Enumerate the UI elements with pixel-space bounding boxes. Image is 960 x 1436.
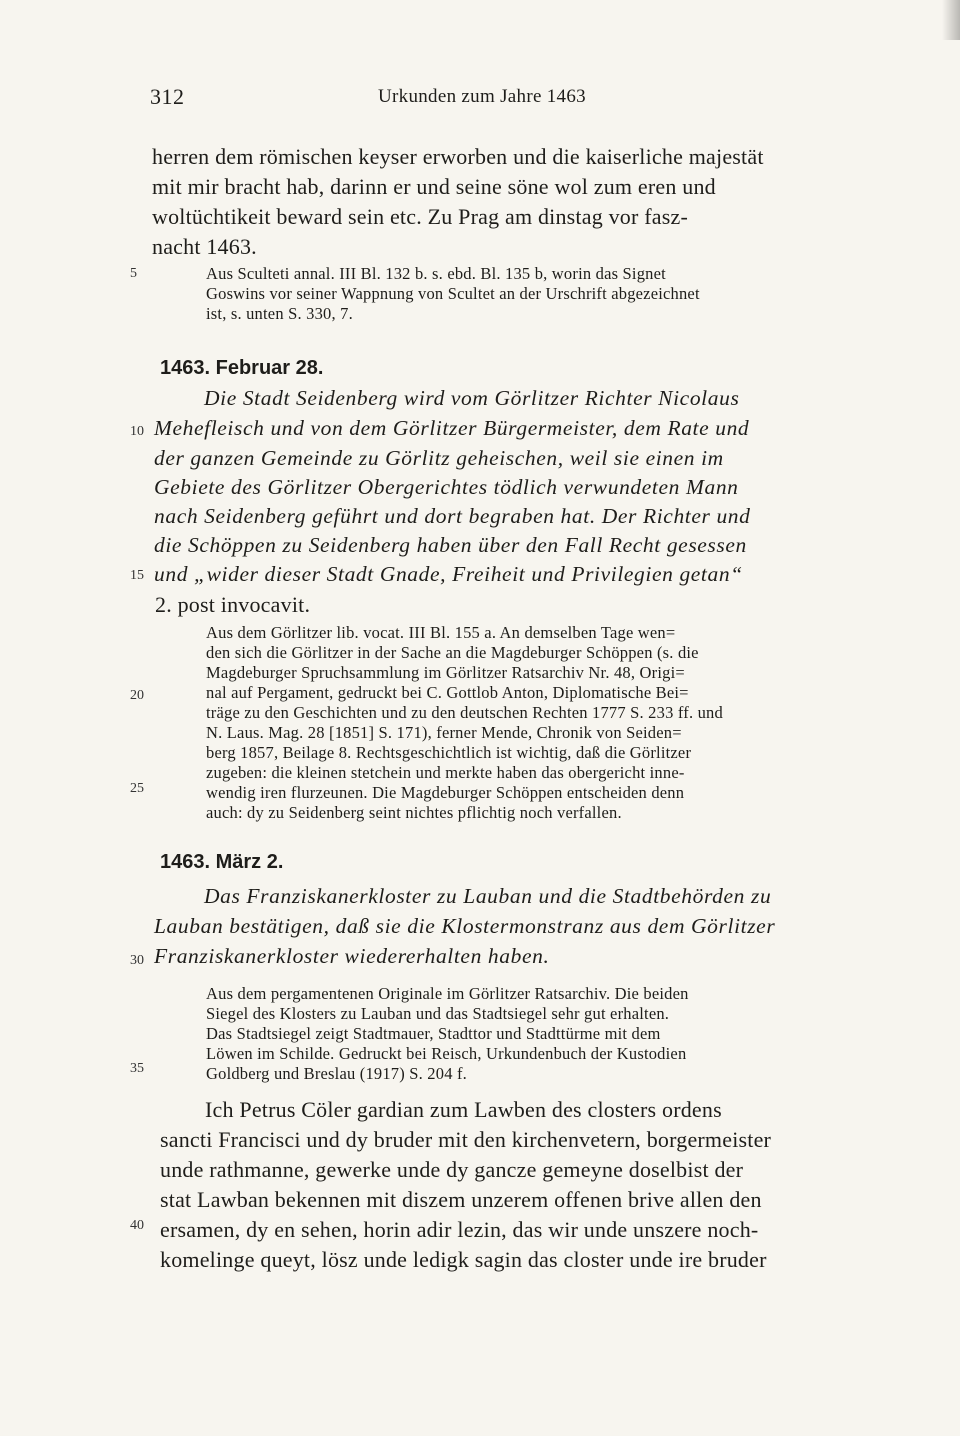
source-note-line: Goldberg und Breslau (1917) S. 204 f.	[206, 1064, 467, 1083]
source-note-line: nal auf Pergament, gedruckt bei C. Gottlob Anton, Diplomatische Bei=	[206, 683, 689, 702]
body-text-line: Ich Petrus Cöler gardian zum Lawben des closters ordens	[205, 1097, 722, 1122]
source-note-line: Aus Sculteti annal. III Bl. 132 b. s. ebd. Bl. 135 b, worin das Signet	[206, 264, 666, 283]
source-note-line: träge zu den Geschichten und zu den deutschen Rechten 1777 S. 233 ff. und	[206, 703, 723, 722]
regest-line: Mehefleisch und von dem Görlitzer Bürgermeister, dem Rate und	[154, 416, 750, 440]
line-number: 40	[130, 1218, 144, 1233]
body-text-line: unde rathmanne, gewerke unde dy gancze gemeyne doselbist der	[160, 1157, 744, 1182]
body-text-line: stat Lawban bekennen mit diszem unzerem offenen brive allen den	[160, 1187, 762, 1212]
source-note-line: Aus dem pergamentenen Originale im Görlitzer Ratsarchiv. Die beiden	[206, 984, 689, 1003]
line-number: 10	[130, 424, 144, 439]
regest-line: Franziskanerkloster wiedererhalten haben.	[154, 944, 550, 968]
entry-date-heading: 1463. März 2.	[160, 851, 284, 873]
source-note-line: wendig iren flurzeunen. Die Magdeburger Schöppen entscheiden denn	[206, 783, 685, 802]
source-note-line: zugeben: die kleinen stetchein und merkte haben das obergericht inne-	[206, 763, 685, 782]
body-text-line: komelinge queyt, lösz unde ledigk sagin das closter unde ire bruder	[160, 1247, 767, 1272]
source-note-line: auch: dy zu Seidenberg seint nichtes pflichtig noch verfallen.	[206, 803, 622, 822]
page-edge-shadow	[942, 0, 960, 40]
source-note-line: Siegel des Klosters zu Lauban und das Stadtsiegel sehr gut erhalten.	[206, 1004, 670, 1023]
source-note-line: Aus dem Görlitzer lib. vocat. III Bl. 155 a. An demselben Tage wen=	[206, 623, 676, 642]
regest-line: Das Franziskanerkloster zu Lauban und die Stadtbehörden zu	[204, 884, 772, 908]
line-number: 25	[130, 781, 144, 796]
page-number: 312	[150, 84, 185, 109]
line-number: 20	[130, 688, 144, 703]
source-note-line: ist, s. unten S. 330, 7.	[206, 304, 353, 323]
regest-line: der ganzen Gemeinde zu Görlitz geheischen, weil sie einen im	[154, 446, 724, 470]
source-note-line: Magdeburger Spruchsammlung im Görlitzer Ratsarchiv Nr. 48, Origi=	[206, 663, 685, 682]
source-note-line: den sich die Görlitzer in der Sache an die Magdeburger Schöppen (s. die	[206, 643, 699, 662]
source-note-line: berg 1857, Beilage 8. Rechtsgeschichtlich ist wichtig, daß die Görlitzer	[206, 743, 692, 762]
regest-line: nach Seidenberg geführt und dort begraben hat. Der Richter und	[154, 504, 751, 528]
entry-date-heading: 1463. Februar 28.	[160, 357, 324, 379]
regest-line: Die Stadt Seidenberg wird vom Görlitzer Richter Nicolaus	[204, 386, 740, 410]
body-text-line: sancti Francisci und dy bruder mit den kirchenvetern, borgermeister	[160, 1127, 772, 1152]
line-number: 15	[130, 568, 144, 583]
regest-line: Gebiete des Görlitzer Obergerichtes tödlich verwundeten Mann	[154, 475, 739, 499]
regest-line: die Schöppen zu Seidenberg haben über den Fall Recht gesessen	[154, 533, 747, 557]
running-title: Urkunden zum Jahre 1463	[378, 86, 586, 107]
regest-line: und „wider dieser Stadt Gnade, Freiheit und Privilegien getan“	[154, 562, 743, 586]
source-note-line: Das Stadtsiegel zeigt Stadtmauer, Stadttor und Stadttürme mit dem	[206, 1024, 661, 1043]
body-text-line: nacht 1463.	[152, 234, 257, 259]
source-note-line: N. Laus. Mag. 28 [1851] S. 171), ferner Mende, Chronik von Seiden=	[206, 723, 682, 742]
source-note-line: Löwen im Schilde. Gedruckt bei Reisch, Urkundenbuch der Kustodien	[206, 1044, 687, 1063]
body-text-line: mit mir bracht hab, darinn er und seine söne wol zum eren und	[152, 174, 716, 199]
body-text-line: ersamen, dy en sehen, horin adir lezin, das wir unde unszere noch-	[160, 1217, 759, 1242]
source-note-line: Goswins vor seiner Wappnung von Scultet an der Urschrift abgezeichnet	[206, 284, 700, 303]
line-number: 30	[130, 953, 144, 968]
regest-line: Lauban bestätigen, daß sie die Klostermonstranz aus dem Görlitzer	[154, 914, 776, 938]
line-number: 5	[130, 266, 137, 281]
body-text-line: herren dem römischen keyser erworben und die kaiserliche majestät	[152, 144, 764, 169]
body-text-line: woltüchtikeit beward sein etc. Zu Prag am dinstag vor fasz-	[152, 204, 688, 229]
line-number: 35	[130, 1061, 144, 1076]
dating-line: 2. post invocavit.	[155, 592, 311, 617]
